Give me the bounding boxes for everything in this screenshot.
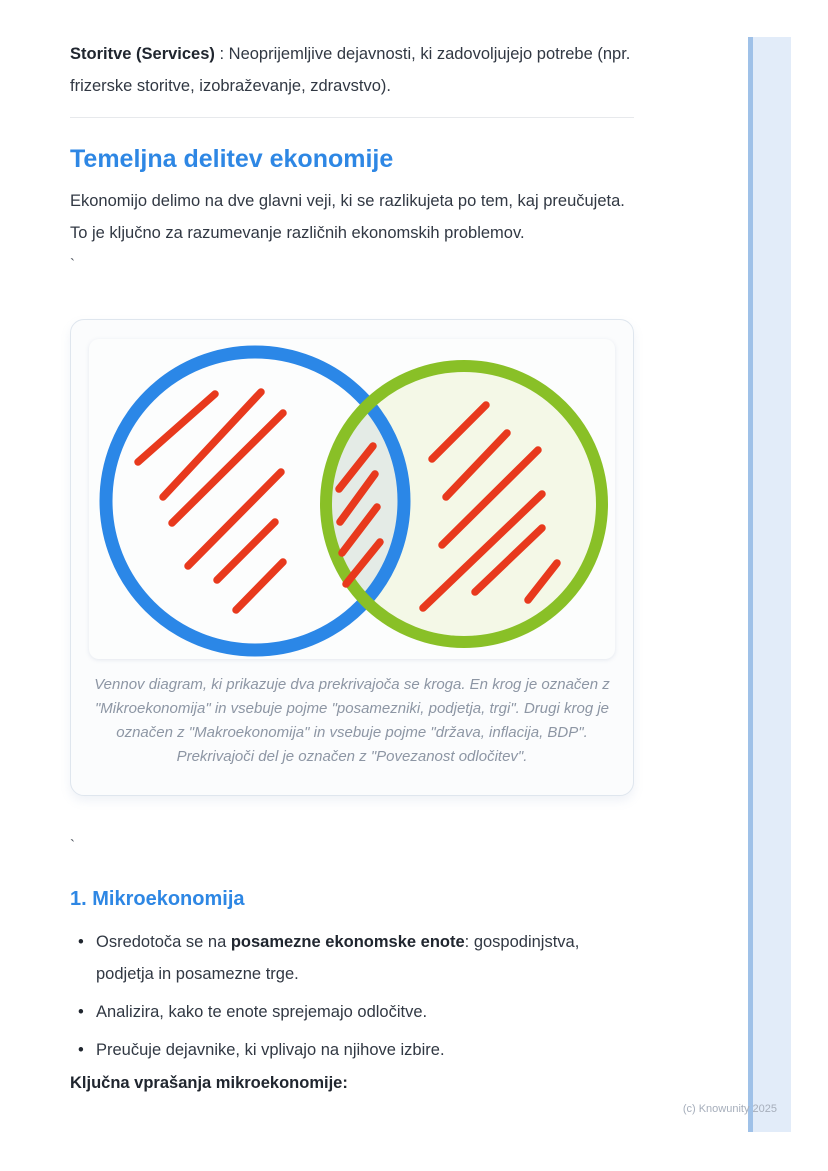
list-item bbox=[96, 996, 634, 1028]
key-questions-label: Ključna vprašanja mikroekonomije: bbox=[70, 1074, 348, 1092]
list-item-text: Osredotoča se na bbox=[96, 933, 231, 951]
list-item-text: Preučuje dejavnike, ki vplivajo na njihove izbire. bbox=[96, 1041, 445, 1059]
section-title: Temeljna delitev ekonomije bbox=[70, 145, 394, 173]
venn-figure-card bbox=[70, 319, 634, 796]
stray-backtick-top: ` bbox=[70, 256, 75, 273]
right-margin-highlight-bar bbox=[748, 37, 791, 1132]
list-item-text: : gospodinjstva, podjetja in posamezne trge. bbox=[96, 933, 580, 983]
subsection-title: 1. Mikroekonomija bbox=[70, 888, 245, 910]
venn-diagram-image bbox=[89, 339, 615, 659]
figure-caption: Vennov diagram, ki prikazuje dva prekrivajoča se kroga. En krog je označen z "Mikroekonomija" in vsebuje pojme "posamezniki, podjetja, trgi". Drugi krog je označen z "Makroekonomija" in vsebuje pojme "država, inflacija, BDP". Prekrivajoči del je označen z "Povezanost odločitev". bbox=[94, 676, 610, 765]
intro-paragraph bbox=[70, 38, 634, 102]
section-divider bbox=[70, 117, 634, 118]
intro-term: Storitve (Services) bbox=[70, 45, 215, 63]
stray-backtick-bottom: ` bbox=[70, 837, 75, 854]
intro-definition: : Neoprijemljive dejavnosti, ki zadovoljujejo potrebe (npr. frizerske storitve, izobraževanje, zdravstvo). bbox=[70, 45, 631, 95]
list-item-bold: posamezne ekonomske enote bbox=[230, 933, 465, 951]
micro-bullet-list bbox=[70, 926, 634, 1066]
venn-diagram-svg bbox=[89, 339, 615, 659]
list-item bbox=[96, 1034, 634, 1066]
section-paragraph: Ekonomijo delimo na dve glavni veji, ki se razlikujeta po tem, kaj preučujeta. To je ključno za razumevanje različnih ekonomskih problemov. bbox=[70, 192, 625, 242]
watermark: (c) Knowunity 2025 bbox=[682, 1103, 777, 1115]
list-item bbox=[96, 926, 634, 990]
list-item-text: Analizira, kako te enote sprejemajo odločitve. bbox=[96, 1003, 428, 1021]
content-column bbox=[70, 0, 634, 1094]
